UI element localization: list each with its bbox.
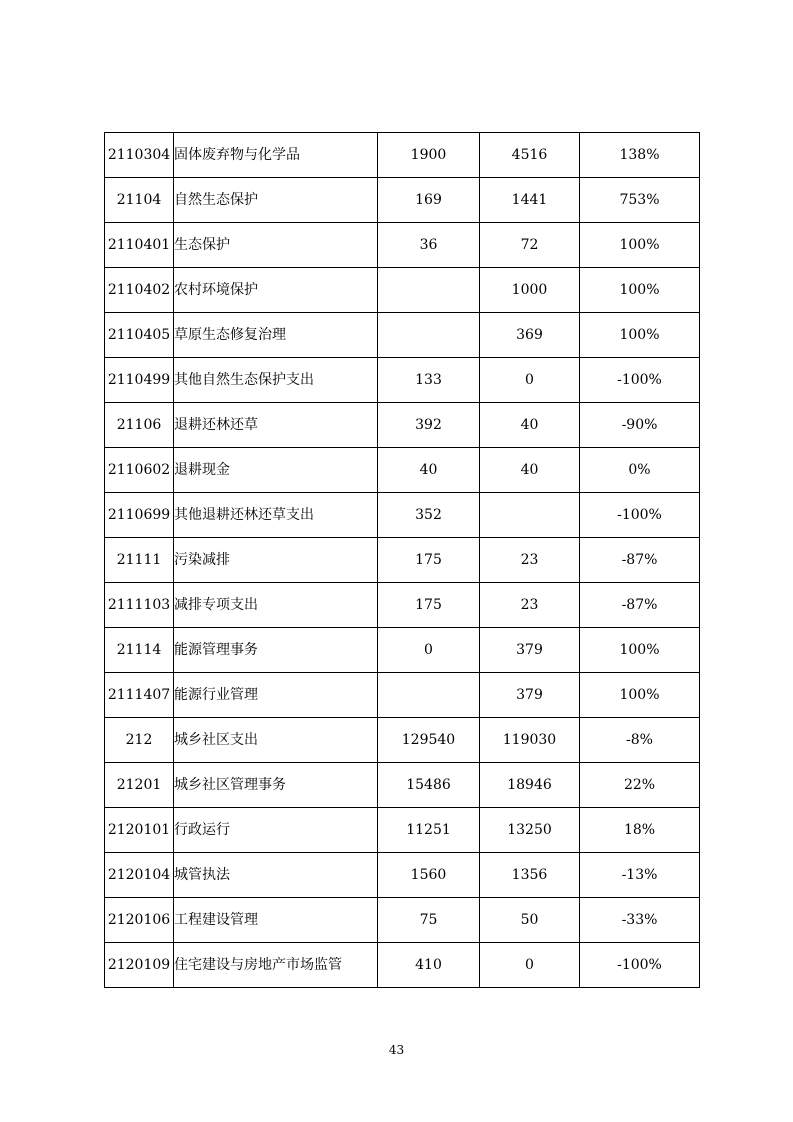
current-amount-cell: 50 bbox=[480, 898, 580, 943]
table-row bbox=[105, 493, 700, 538]
account-code-cell: 2120109 bbox=[105, 943, 174, 988]
budget-table bbox=[104, 132, 700, 988]
current-amount-cell: 4516 bbox=[480, 133, 580, 178]
account-code-cell: 21104 bbox=[105, 178, 174, 223]
account-code-cell: 21114 bbox=[105, 628, 174, 673]
account-code-cell: 2110304 bbox=[105, 133, 174, 178]
table-body bbox=[105, 133, 700, 988]
prior-amount-cell: 36 bbox=[378, 223, 480, 268]
account-name-cell: 工程建设管理 bbox=[174, 898, 378, 943]
prior-amount-cell: 129540 bbox=[378, 718, 480, 763]
change-percent-cell: 100% bbox=[580, 223, 700, 268]
account-name-cell: 草原生态修复治理 bbox=[174, 313, 378, 358]
current-amount-cell: 379 bbox=[480, 628, 580, 673]
change-percent-cell: -33% bbox=[580, 898, 700, 943]
current-amount-cell: 1000 bbox=[480, 268, 580, 313]
prior-amount-cell: 15486 bbox=[378, 763, 480, 808]
table-row bbox=[105, 808, 700, 853]
account-name-cell: 其他退耕还林还草支出 bbox=[174, 493, 378, 538]
change-percent-cell: 100% bbox=[580, 268, 700, 313]
account-name-cell: 城乡社区管理事务 bbox=[174, 763, 378, 808]
account-code-cell: 21111 bbox=[105, 538, 174, 583]
current-amount-cell: 23 bbox=[480, 583, 580, 628]
table-row bbox=[105, 673, 700, 718]
account-name-cell: 能源行业管理 bbox=[174, 673, 378, 718]
account-code-cell: 2110402 bbox=[105, 268, 174, 313]
account-name-cell: 自然生态保护 bbox=[174, 178, 378, 223]
current-amount-cell: 0 bbox=[480, 358, 580, 403]
current-amount-cell: 1356 bbox=[480, 853, 580, 898]
change-percent-cell: -90% bbox=[580, 403, 700, 448]
current-amount-cell bbox=[480, 493, 580, 538]
change-percent-cell: -100% bbox=[580, 493, 700, 538]
account-name-cell: 减排专项支出 bbox=[174, 583, 378, 628]
current-amount-cell: 119030 bbox=[480, 718, 580, 763]
prior-amount-cell: 410 bbox=[378, 943, 480, 988]
table-row bbox=[105, 448, 700, 493]
current-amount-cell: 13250 bbox=[480, 808, 580, 853]
table-row bbox=[105, 358, 700, 403]
account-code-cell: 2120104 bbox=[105, 853, 174, 898]
table-row bbox=[105, 313, 700, 358]
table-row bbox=[105, 223, 700, 268]
account-name-cell: 固体废弃物与化学品 bbox=[174, 133, 378, 178]
account-code-cell: 2111103 bbox=[105, 583, 174, 628]
table-row bbox=[105, 628, 700, 673]
table-row bbox=[105, 943, 700, 988]
account-code-cell: 2111407 bbox=[105, 673, 174, 718]
account-name-cell: 能源管理事务 bbox=[174, 628, 378, 673]
prior-amount-cell bbox=[378, 268, 480, 313]
change-percent-cell: 100% bbox=[580, 673, 700, 718]
table-row bbox=[105, 853, 700, 898]
account-name-cell: 生态保护 bbox=[174, 223, 378, 268]
current-amount-cell: 72 bbox=[480, 223, 580, 268]
change-percent-cell: -8% bbox=[580, 718, 700, 763]
current-amount-cell: 369 bbox=[480, 313, 580, 358]
change-percent-cell: 0% bbox=[580, 448, 700, 493]
current-amount-cell: 40 bbox=[480, 448, 580, 493]
change-percent-cell: -100% bbox=[580, 358, 700, 403]
account-name-cell: 其他自然生态保护支出 bbox=[174, 358, 378, 403]
account-name-cell: 城管执法 bbox=[174, 853, 378, 898]
account-code-cell: 2110401 bbox=[105, 223, 174, 268]
table-row bbox=[105, 583, 700, 628]
account-code-cell: 2110499 bbox=[105, 358, 174, 403]
prior-amount-cell: 175 bbox=[378, 538, 480, 583]
table-row bbox=[105, 538, 700, 583]
change-percent-cell: 138% bbox=[580, 133, 700, 178]
prior-amount-cell: 392 bbox=[378, 403, 480, 448]
prior-amount-cell: 175 bbox=[378, 583, 480, 628]
account-name-cell: 城乡社区支出 bbox=[174, 718, 378, 763]
prior-amount-cell: 40 bbox=[378, 448, 480, 493]
prior-amount-cell: 11251 bbox=[378, 808, 480, 853]
prior-amount-cell: 133 bbox=[378, 358, 480, 403]
account-name-cell: 退耕现金 bbox=[174, 448, 378, 493]
prior-amount-cell bbox=[378, 673, 480, 718]
prior-amount-cell: 169 bbox=[378, 178, 480, 223]
account-code-cell: 2110699 bbox=[105, 493, 174, 538]
prior-amount-cell: 1560 bbox=[378, 853, 480, 898]
account-name-cell: 住宅建设与房地产市场监管 bbox=[174, 943, 378, 988]
account-code-cell: 2110405 bbox=[105, 313, 174, 358]
prior-amount-cell: 352 bbox=[378, 493, 480, 538]
account-code-cell: 21201 bbox=[105, 763, 174, 808]
page-number: 43 bbox=[388, 1043, 405, 1057]
prior-amount-cell: 75 bbox=[378, 898, 480, 943]
account-name-cell: 污染减排 bbox=[174, 538, 378, 583]
table-row bbox=[105, 268, 700, 313]
account-code-cell: 2120106 bbox=[105, 898, 174, 943]
table-row bbox=[105, 133, 700, 178]
account-code-cell: 2120101 bbox=[105, 808, 174, 853]
table-row bbox=[105, 403, 700, 448]
account-code-cell: 212 bbox=[105, 718, 174, 763]
prior-amount-cell bbox=[378, 313, 480, 358]
current-amount-cell: 18946 bbox=[480, 763, 580, 808]
change-percent-cell: -13% bbox=[580, 853, 700, 898]
account-name-cell: 农村环境保护 bbox=[174, 268, 378, 313]
change-percent-cell: 18% bbox=[580, 808, 700, 853]
current-amount-cell: 23 bbox=[480, 538, 580, 583]
prior-amount-cell: 0 bbox=[378, 628, 480, 673]
current-amount-cell: 379 bbox=[480, 673, 580, 718]
table-row bbox=[105, 763, 700, 808]
table-row bbox=[105, 178, 700, 223]
change-percent-cell: -100% bbox=[580, 943, 700, 988]
prior-amount-cell: 1900 bbox=[378, 133, 480, 178]
table-row bbox=[105, 898, 700, 943]
current-amount-cell: 1441 bbox=[480, 178, 580, 223]
table-row bbox=[105, 718, 700, 763]
current-amount-cell: 0 bbox=[480, 943, 580, 988]
current-amount-cell: 40 bbox=[480, 403, 580, 448]
account-code-cell: 2110602 bbox=[105, 448, 174, 493]
change-percent-cell: 100% bbox=[580, 313, 700, 358]
account-name-cell: 行政运行 bbox=[174, 808, 378, 853]
change-percent-cell: -87% bbox=[580, 538, 700, 583]
account-code-cell: 21106 bbox=[105, 403, 174, 448]
change-percent-cell: 22% bbox=[580, 763, 700, 808]
change-percent-cell: -87% bbox=[580, 583, 700, 628]
account-name-cell: 退耕还林还草 bbox=[174, 403, 378, 448]
change-percent-cell: 753% bbox=[580, 178, 700, 223]
change-percent-cell: 100% bbox=[580, 628, 700, 673]
